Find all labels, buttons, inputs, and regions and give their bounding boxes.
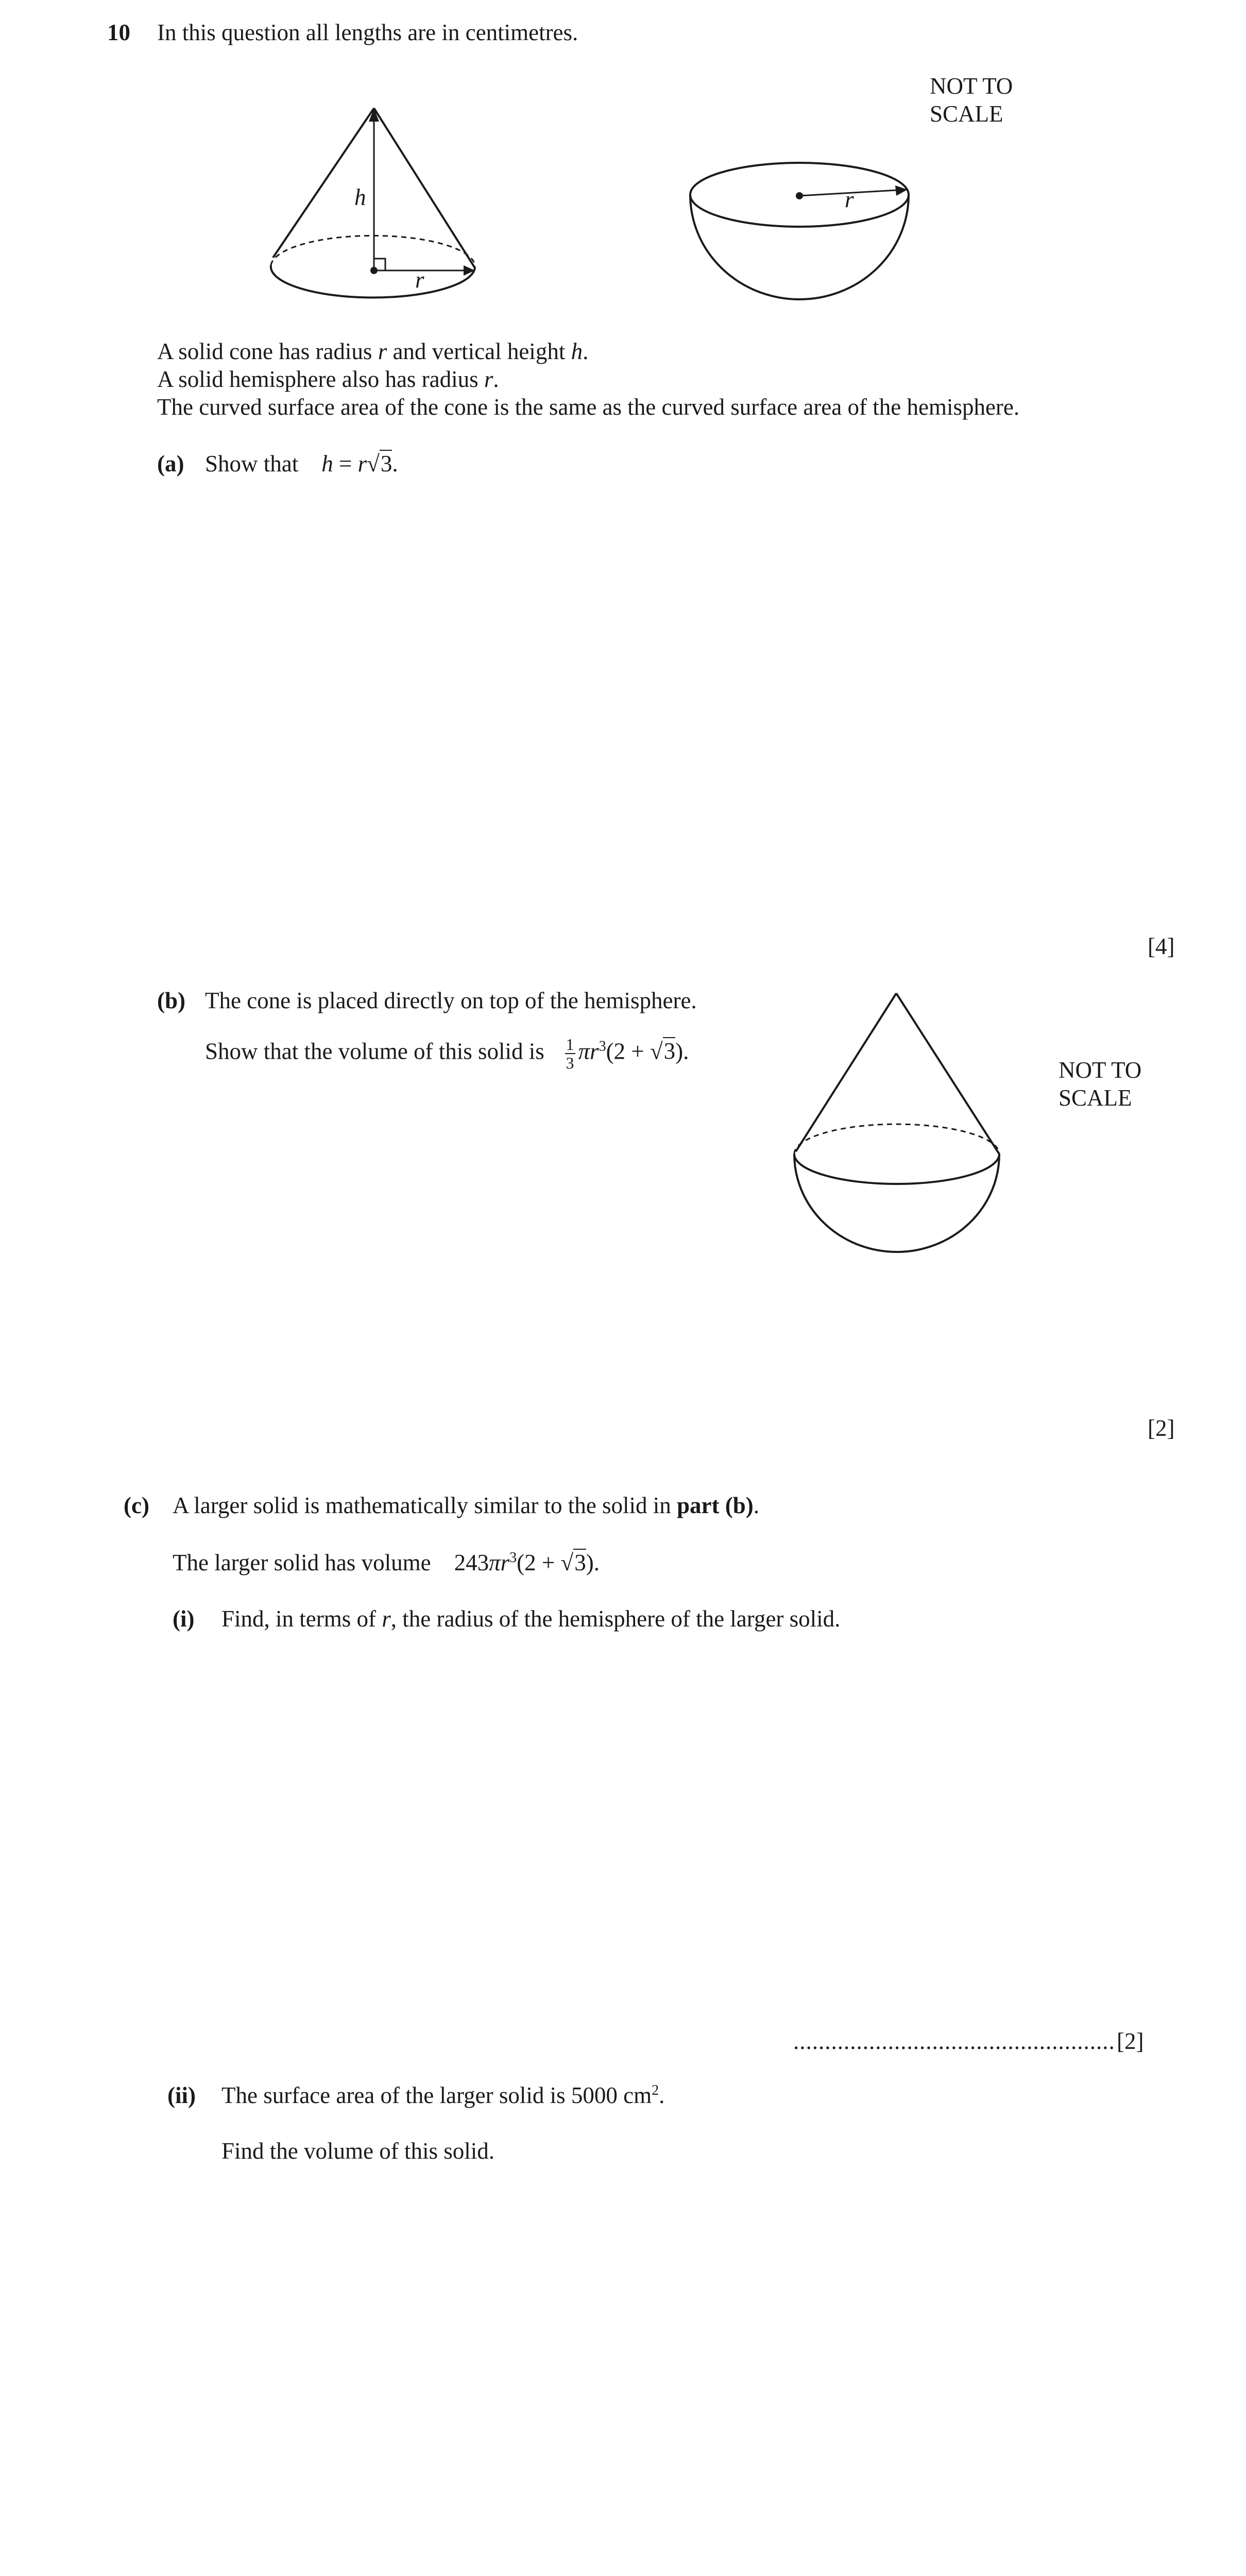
not-to-scale-line: NOT TO: [930, 73, 1013, 99]
not-to-scale-line: SCALE: [1059, 1085, 1132, 1111]
part-b-line2: Show that the volume of this solid is $\frac{1}{3}$ $\pi r^3(2 + √3)$.: [205, 1035, 689, 1072]
part-c-ii-label: (ii): [167, 2082, 196, 2108]
label-h: h: [354, 184, 366, 210]
stem-line-3: The curved surface area of the cone is the same as the curved surface area of the hemisphere.: [157, 394, 1020, 420]
not-to-scale-label-2: [1059, 1056, 1141, 1112]
solid-rim-back: [794, 1124, 999, 1154]
solid-hemisphere-bowl: [794, 1154, 999, 1252]
question-intro: In this question all lengths are in centimetres.: [157, 20, 578, 45]
solid-cone-left-edge: [796, 993, 896, 1151]
part-a-marks: [4]: [1148, 934, 1175, 959]
part-b-marks: [2]: [1148, 1415, 1175, 1441]
part-a-label: (a): [157, 451, 184, 477]
question-number: 10: [107, 20, 130, 45]
part-c-line1: A larger solid is mathematically similar to the solid in part (b).: [173, 1493, 759, 1518]
part-c-i-marks: [2]: [1117, 2028, 1144, 2054]
part-c-label: (c): [124, 1493, 149, 1518]
stem-line-1: A solid cone has radius r and vertical height h.: [157, 338, 589, 364]
label-r-hemisphere: r: [845, 187, 854, 212]
part-c-ii-text: The surface area of the larger solid is 5000 $cm^2$.: [221, 2082, 665, 2108]
stem-line-2: A solid hemisphere also has radius r.: [157, 366, 499, 392]
part-b-label: (b): [157, 988, 185, 1013]
fraction-one-third: $\frac{1}{3}$: [566, 1035, 574, 1072]
label-r-cone: r: [415, 267, 424, 293]
part-a-text: Show that h = r√3.: [205, 451, 398, 477]
part-c-ii-text2: Find the volume of this solid.: [221, 2138, 495, 2164]
solid-cone-right-edge: [896, 993, 999, 1154]
not-to-scale-line: NOT TO: [1059, 1057, 1142, 1083]
part-c-i-answer-line[interactable]: ...................................................: [793, 2028, 1115, 2054]
part-c-i-label: (i): [173, 1606, 195, 1632]
part-c-line2: The larger solid has volume $243\pi r^3(2 + √3)$.: [173, 1550, 600, 1575]
part-b-line1: The cone is placed directly on top of the hemisphere.: [205, 988, 697, 1013]
not-to-scale-line: SCALE: [930, 101, 1003, 127]
solid-rim-front: [794, 1154, 999, 1184]
part-c-i-text: Find, in terms of r, the radius of the hemisphere of the larger solid.: [221, 1606, 841, 1632]
